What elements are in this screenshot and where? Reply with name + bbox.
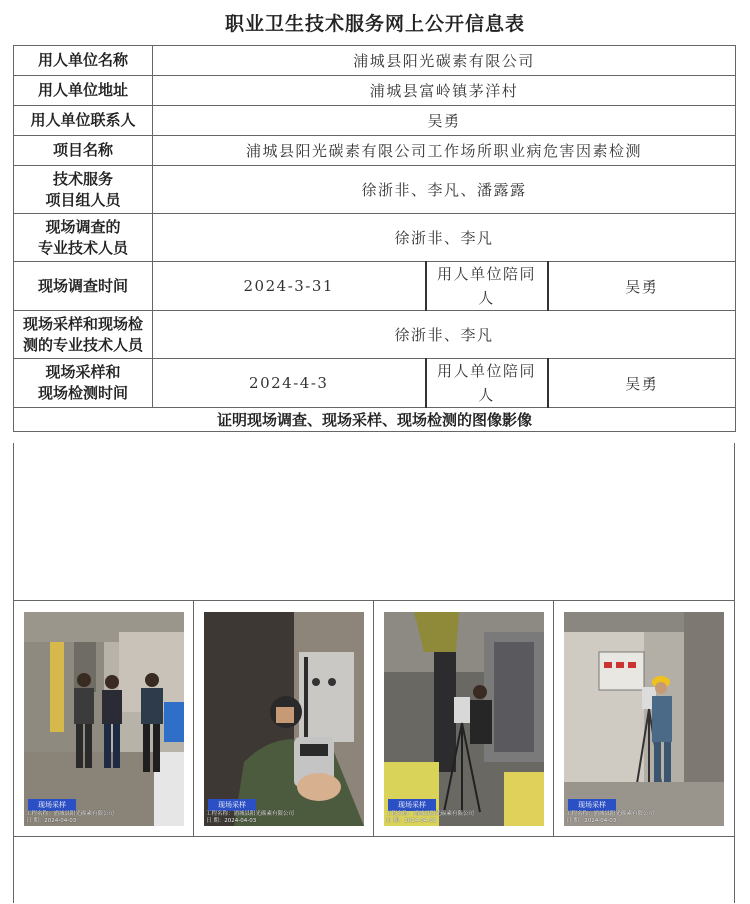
photo-cell [14, 601, 194, 836]
label-survey-staff-line2: 专业技术人员 [37, 238, 128, 257]
site-photo-1-image [24, 612, 184, 826]
row-sampling-time [14, 359, 736, 408]
site-photo-4-image [564, 612, 724, 826]
value-employer-address: 浦城县富岭镇茅洋村 [153, 76, 736, 106]
info-table [13, 45, 736, 432]
divider [13, 836, 735, 837]
row-survey-staff [14, 214, 736, 262]
label-sampling-time [14, 359, 153, 408]
label-employer-contact: 用人单位联系人 [14, 106, 153, 136]
image-section-header: 证明现场调查、现场采样、现场检测的图像影像 [14, 408, 736, 432]
row-project-name [14, 136, 736, 166]
page-title: 职业卫生技术服务网上公开信息表 [224, 13, 525, 35]
site-photo-4 [564, 612, 724, 826]
label-sampling-time-line2: 现场检测时间 [37, 384, 128, 402]
label-sampling-time-line1: 现场采样和 [45, 363, 121, 381]
label-survey-companion-line2: 人 [478, 289, 495, 307]
row-employer-address [14, 76, 736, 106]
label-sampling-companion [426, 359, 548, 408]
row-sampling-staff [14, 311, 736, 359]
label-survey-staff-line1: 现场调查的 [45, 217, 121, 236]
value-survey-staff: 徐浙非、李凡 [153, 214, 736, 262]
photo-tag: 现场采样 [208, 799, 256, 811]
label-survey-companion [426, 262, 548, 311]
site-photo-2-image [204, 612, 364, 826]
photo-cell [374, 601, 554, 836]
photo-caption-line1: 工程名称：浦城县阳光碳素有限公司 [566, 811, 655, 817]
label-sampling-companion-line2: 人 [478, 386, 495, 404]
photo-cell [194, 601, 374, 836]
photo-caption-line1: 工程名称：浦城县阳光碳素有限公司 [386, 811, 475, 817]
label-sampling-staff-line1: 现场采样和现场检 [22, 314, 143, 333]
label-project-name: 项目名称 [14, 136, 153, 166]
label-project-team-line2: 项目组人员 [45, 190, 121, 209]
label-project-team [14, 166, 153, 214]
value-sampling-companion: 吴勇 [548, 359, 736, 408]
value-survey-companion: 吴勇 [548, 262, 736, 311]
value-employer-name: 浦城县阳光碳素有限公司 [153, 46, 736, 76]
site-photo-1 [24, 612, 184, 826]
label-employer-name: 用人单位名称 [14, 46, 153, 76]
row-employer-contact [14, 106, 736, 136]
label-survey-staff [14, 214, 153, 262]
photo-caption [386, 811, 474, 825]
photo-tag: 现场采样 [568, 799, 616, 811]
label-employer-address: 用人单位地址 [14, 76, 153, 106]
photo-caption-line1: 工程名称：浦城县阳光碳素有限公司 [26, 811, 115, 817]
photo-strip [14, 601, 734, 836]
photo-caption-line2: 日 期：2024-04-03 [26, 818, 77, 824]
label-sampling-companion-line1: 用人单位陪同 [436, 362, 536, 380]
site-photo-2 [204, 612, 364, 826]
photo-caption [206, 811, 294, 825]
site-photo-3 [384, 612, 544, 826]
value-sampling-time: 2024-4-3 [153, 359, 426, 408]
photo-cell [554, 601, 734, 836]
value-employer-contact: 吴勇 [153, 106, 736, 136]
photo-caption-line2: 日 期：2024-04-03 [386, 818, 437, 824]
label-sampling-staff [14, 311, 153, 359]
label-project-team-line1: 技术服务 [52, 169, 113, 188]
photo-tag: 现场采样 [28, 799, 76, 811]
row-image-header [14, 408, 736, 432]
value-survey-time: 2024-3-31 [153, 262, 426, 311]
site-photo-3-image [384, 612, 544, 826]
label-survey-time: 现场调查时间 [14, 262, 153, 311]
value-project-name: 浦城县阳光碳素有限公司工作场所职业病危害因素检测 [153, 136, 736, 166]
photo-caption [26, 811, 114, 825]
row-employer-name [14, 46, 736, 76]
row-survey-time [14, 262, 736, 311]
label-sampling-staff-line2: 测的专业技术人员 [22, 335, 143, 354]
photo-caption [566, 811, 654, 825]
photo-caption-line2: 日 期：2024-04-03 [566, 818, 617, 824]
photo-caption-line2: 日 期：2024-04-03 [206, 818, 257, 824]
value-sampling-staff: 徐浙非、李凡 [153, 311, 736, 359]
photo-caption-line1: 工程名称：浦城县阳光碳素有限公司 [206, 811, 295, 817]
value-project-team: 徐浙非、李凡、潘露露 [153, 166, 736, 214]
row-project-team [14, 166, 736, 214]
label-survey-companion-line1: 用人单位陪同 [436, 265, 536, 283]
photo-tag: 现场采样 [388, 799, 436, 811]
